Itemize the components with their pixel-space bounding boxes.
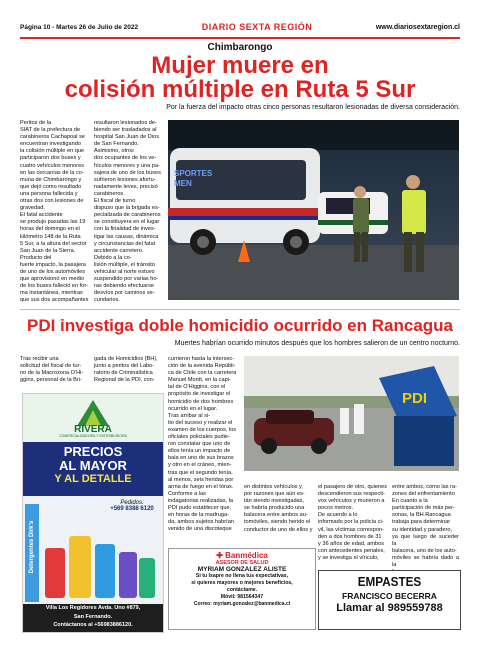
rivera-prices-banner	[23, 442, 163, 496]
article1-kicker: Chimbarongo	[207, 42, 273, 53]
article1-title-line2: colisión múltiple en Ruta 5 Sur	[64, 76, 416, 103]
website-url[interactable]: www.diariosextaregion.cl	[375, 23, 460, 31]
header-divider	[20, 37, 460, 39]
section-divider	[20, 309, 460, 310]
banmedica-line1: Si tu Isapre no llena tus expectativas,	[195, 573, 289, 579]
article1-column-2: resultaron lesionados de- biendo ser trasladados al hospital San Juan de Dios de San Fernando. Asimismo, otros dos ocupantes de los ve- hículos menores y una pa- sajera de uno de los buses sufrieron lesiones afortu- nadamente leves, precisó carabineros. El fiscal de turno dispuso que la brigada es- pecializada de carabineros se constituyera en el lugar con la finalidad de inves- tigar las causas, dinámica y circunstancias del fatal accidente carretero. Debido a la co- lisión múltiple, el tránsito vehicular al norte estuvo suspendido por varias ho- ras debiendo efectuarse desvíos por caminos se- cundarios.	[94, 120, 161, 304]
rivera-address: Villa Los Regidores Avda. Uno #879,	[45, 605, 141, 611]
article1-subtitle: Por la fuerza del impacto otras cinco personas resultaron lesionadas de diversa consideración.	[166, 104, 460, 111]
article2-subtitle: Muertes habrían ocurrido minutos después que los hombres salieron de un centro nocturno.	[174, 340, 460, 347]
empastes-advertisement[interactable]	[318, 570, 461, 630]
banmedica-role: ASESOR DE SALUD	[215, 560, 269, 566]
rivera-phone[interactable]: +569 8388 6120	[110, 506, 154, 512]
rivera-line1: PRECIOS	[63, 444, 123, 459]
article1-title-line1: Mujer muere en	[151, 52, 329, 79]
bus-lettering: SPORTES	[174, 169, 213, 178]
rivera-line2: AL MAYOR	[59, 458, 127, 473]
rivera-contact[interactable]: Contáctanos al +56983886120.	[53, 622, 133, 628]
article2-column-6: entre ambos, como las ra- zones del enfrentamiento En cuanto a la participación de más per- sonas, la BH Rancagua trabaja para determinar su identidad y paradero, ya que luego de suceder la balacera, uno de los auto- móviles se habría dado a la	[392, 484, 459, 569]
pdi-tent-logo: PDI	[402, 390, 428, 407]
rivera-side-band	[25, 504, 39, 602]
article2-crime-scene-photo	[244, 356, 459, 471]
article1-column-1: Peritos de la SIAT de la prefectura de carabineros Cachapoal se encuentran investigando la colisión múltiple en que participaron dos buses y cuatro vehículos menores en las cercanías de la co- muna de Chimbarongo y que dejó como resultado una persona fallecida y otras dos con lesiones de gravedad. El fatal accidente se produjo pasadas las 19 horas del domingo en el kilómetro 148 de la Ruta 5 Sur, a la altura del sector San Juan de la Sierra. Producto del fuerte impacto, la pasajera de uno de los automóviles que aprovisionó en medio de los buses falleció en for- ma instantánea, mientras que sus dos acompañantes	[20, 120, 89, 304]
page-header	[20, 18, 460, 36]
rivera-orders-label: Pedidos:	[120, 500, 144, 506]
banmedica-logo: Banmédica	[225, 551, 268, 560]
rivera-line3: Y AL DETALLE	[54, 473, 132, 485]
empastes-name: FRANCISCO BECERRA	[342, 591, 437, 601]
article1-accident-photo	[168, 120, 459, 300]
article2-column-3: currieron hasta la intersec- ción de la avenida Repúbli- ca de Chile con la carretera Manuel Montt, en la capi- tal de O'Higgins, con el propósito de investigar el homicidio de dos hombres ocurrido en el lugar. Tras arribar al si- tio del suceso y realizar el examen de los cuerpos, los oficiales policiales pudie- ron constatar que uno de ellos tenía un impacto de bala en uno de sus brazos y otro en el cráneo, mien- tras que el segundo tenía, al menos, seis heridas por arma de fuego en el tórax. Conforme a las indagatorias realizadas, la PDI pudo establecer que, en horas de la madruga- da, ambos sujetos habrían venido de una discoteque	[168, 356, 237, 533]
article2-title: PDI investiga doble homicidio ocurrido en Rancagua	[26, 316, 453, 335]
banmedica-logo-icon: ✚	[216, 551, 223, 560]
empastes-title: EMPASTES	[357, 574, 422, 589]
banmedica-line3: contáctame.	[226, 587, 258, 593]
accident-scene-illustration	[168, 120, 459, 300]
crime-scene-illustration	[244, 356, 459, 471]
rivera-products-illustration	[41, 518, 159, 602]
banmedica-email[interactable]: Correo: myriam.gonzalez@banmedica.cl	[193, 601, 291, 607]
banmedica-line2: si quieres mayores o mejores beneficios,	[191, 580, 293, 586]
article2-column-4: en distintos vehículos y, por razones que aún es- tán siendo investigadas, se habría producido una balacera entre ambos au- tomóviles, siendo herido el conductor de uno de ellos y	[244, 484, 313, 533]
rivera-logo-area	[23, 394, 163, 440]
svg-text:MEN: MEN	[174, 179, 192, 188]
newspaper-brand: DIARIO SEXTA REGIÓN	[201, 22, 313, 32]
rivera-advertisement[interactable]	[22, 393, 164, 633]
rivera-footer	[23, 604, 163, 632]
article2-column-5: el pasajero de otro, quienes descendieron sus respecti- vos vehículos y murieron a pocos metros. De acuerdo a lo informado por la policía ci- vil, las víctimas correspon- den a dos hombres de 31 y 36 años de edad, ambos con antecedentes penales, y se investiga el vínculo,	[318, 484, 388, 561]
banmedica-advertisement[interactable]	[168, 548, 316, 630]
rivera-city: San Fernando.	[73, 613, 113, 620]
empastes-phone[interactable]: Llamar al 989559788	[336, 602, 443, 614]
article2-column-1: Tras recibir una solicitud del fiscal de tur- no de la Macrozona O'Hi- ggins, personal de la Bri-	[20, 356, 84, 384]
page-info: Página 10 - Martes 26 de Julio de 2022	[20, 23, 139, 31]
banmedica-agent-name: MYRIAM GONZALEZ ALISTE	[197, 566, 287, 573]
rivera-brand: RIVERA	[74, 424, 112, 435]
rivera-tagline: COMERCIALIZADORA Y DISTRIBUIDORA	[59, 434, 127, 438]
rivera-side-text-1: Detergentes Dirk's	[29, 520, 35, 574]
banmedica-mobile[interactable]: Móvil: 981564347	[220, 594, 264, 600]
article2-column-2: gada de Homicidios (BH), junto a peritos del Labo- ratorio de Criminalística Regional de la PDI, con-	[94, 356, 158, 384]
